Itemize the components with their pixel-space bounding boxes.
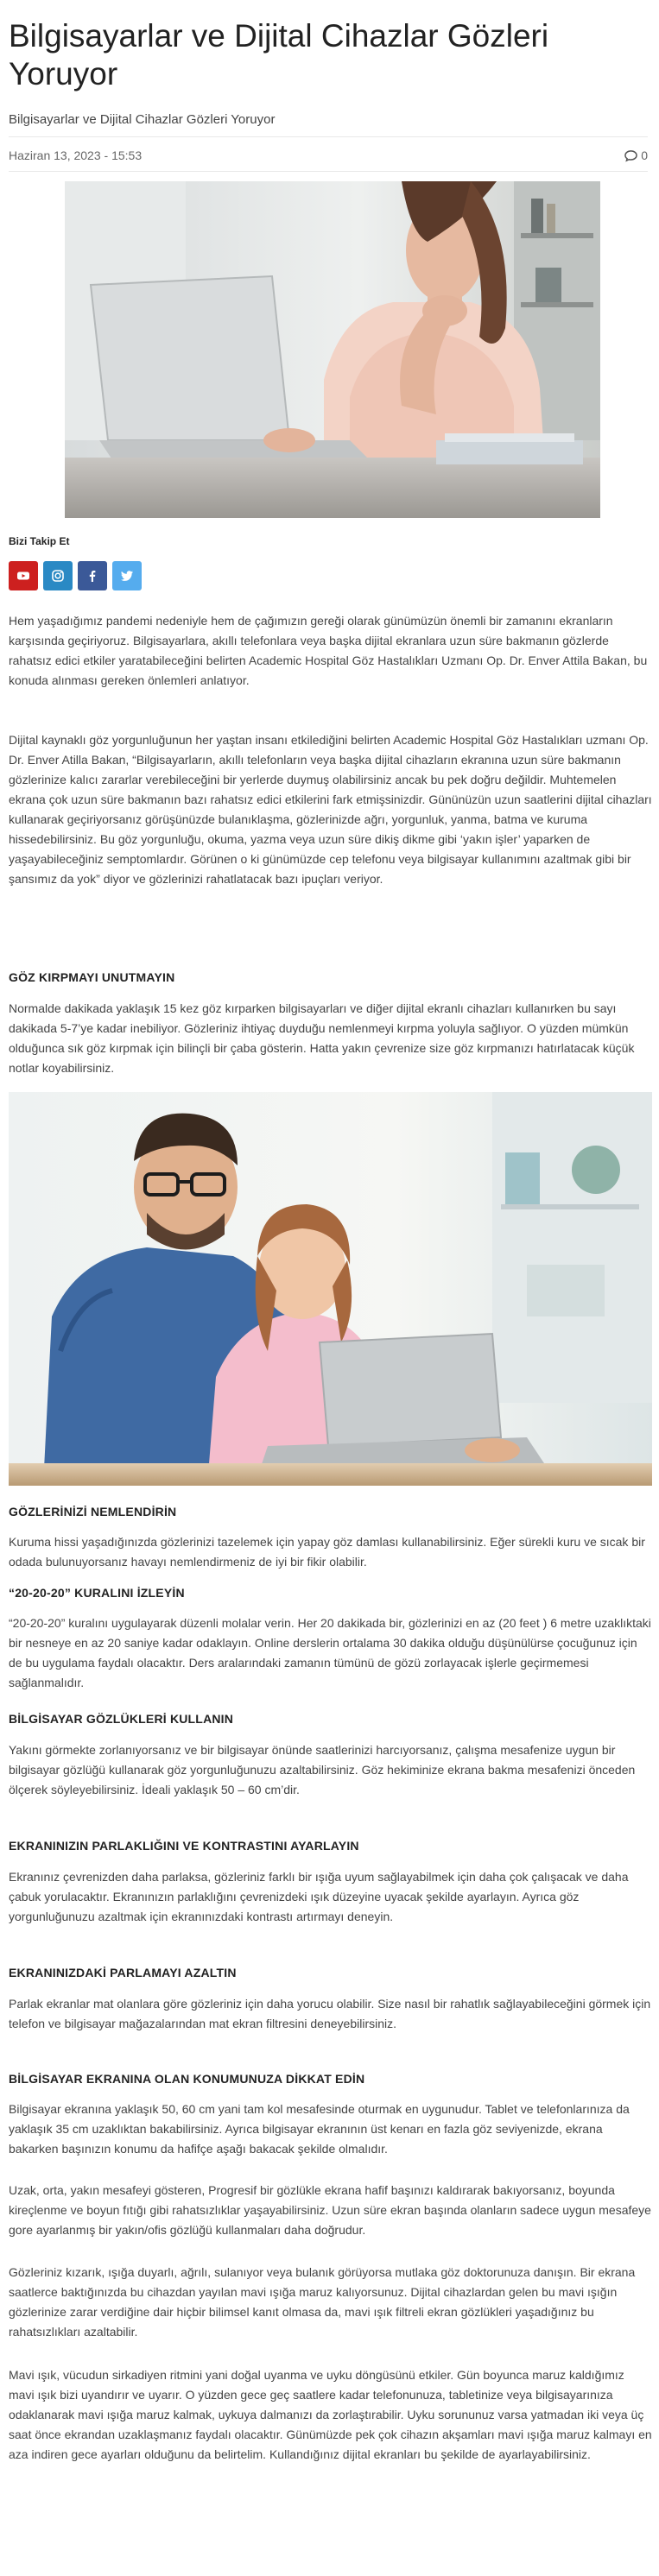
section-heading: “20-20-20” KURALINI İZLEYİN: [9, 1586, 185, 1600]
youtube-icon: [16, 569, 30, 583]
comment-icon: [624, 149, 637, 162]
publish-date: Haziran 13, 2023 - 15:53: [9, 148, 143, 162]
woman-laptop-illustration: [65, 181, 600, 518]
paragraph: Uzak, orta, yakın mesafeyi gösteren, Progresif bir gözlükle ekrana hafif başınızı kaldırarak bakıyorsanız, boyunda kireçlenme ve boyun fıtığı gibi rahatsızlıklar yaşayabilirsiniz. Uzun süre ekran başında olanların sadece uygun mesafeye gore ayarlanmış bir yakın/ofis gözlüğü kullanmaları daha doğrudur.: [9, 2183, 651, 2237]
article-subtitle: Bilgisayarlar ve Dijital Cihazlar Gözleri Yoruyor: [9, 112, 276, 127]
instagram-button[interactable]: [43, 561, 73, 590]
section-heading: BİLGİSAYAR GÖZLÜKLERİ KULLANIN: [9, 1712, 234, 1726]
facebook-button[interactable]: [78, 561, 107, 590]
section-heading: GÖZLERİNİZİ NEMLENDİRİN: [9, 1505, 177, 1518]
father-daughter-illustration: [9, 1092, 652, 1486]
father-daughter-image: [9, 1092, 652, 1486]
comment-count-value: 0: [641, 148, 648, 162]
section-heading: BİLGİSAYAR EKRANINA OLAN KONUMUNUZA DİKKAT EDİN: [9, 2072, 365, 2086]
paragraph: Normalde dakikada yaklaşık 15 kez göz kırparken bilgisayarları ve diğer dijital ekranlı cihazları kullanırken bu sayı dakikada 5-7’ye kadar inebiliyor. Gözleriniz ihtiyaç duyduğu nemlenmeyi kırpma yoluyla sağlıyor. O yüzden mümkün olduğunca sık göz kırpmak için bilinçli bir çaba gösterin. Hatta yakın çevrenize size göz kırpmanızı hatırlatacak küçük notlar koyabilirsiniz.: [9, 1001, 635, 1075]
section-heading: GÖZ KIRPMAYI UNUTMAYIN: [9, 970, 175, 984]
paragraph: Ekranınız çevrenizden daha parlaksa, gözleriniz farklı bir ışığa uyum sağlayabilmek için daha çok çalışacak ve daha çabuk yorulacaktır. Ekranınızın parlaklığını çevrenizdeki ışık düzeyine uyacak şekilde ayarlayın. Ayrıca göz yorgunluğunuzu azaltmak için ekranınızdaki kontrastı artırmayı deneyin.: [9, 1870, 629, 1923]
paragraph: Dijital kaynaklı göz yorgunluğunun her yaştan insanı etkilediğini belirten Academic Hospital Göz Hastalıkları uzmanı Op. Dr. Enver Atilla Bakan, “Bilgisayarların, akıllı telefonların veya başka dijital cihazların ekranına uzun süre bakmanın gözlerinize kalıcı zararlar verebileceğini bir yerlerde duymuş olabilirsiniz ancak bu pek doğru değildir. Muhtemelen ekrana çok uzun süre bakmanın bazı rahatsız edici etkilerini fark etmişsinizdir. Gününüzün uzun saatlerini dijital cihazları kullanarak geçiriyorsanız görüşünüzde bulanıklaşma, gözlerinizde ağrı, yorgunluk, yanma, batma ve kuruma hissedebilirsiniz. Bu göz yorgunluğu, okuma, yazma veya uzun süre dikiş dikme gibi ‘yakın işler’ yaparken de yaşayabileceğiniz semptomlardır. Görünen o ki günümüzde cep telefonu veya bilgisayar kullanımını azaltmak gibi bir şansımız da yok” diyor ve gözlerinizi rahatlatacak bazı ipuçları veriyor.: [9, 733, 652, 886]
twitter-button[interactable]: [112, 561, 142, 590]
section-heading: EKRANINIZDAKİ PARLAMAYI AZALTIN: [9, 1966, 237, 1979]
paragraph: Bilgisayar ekranına yaklaşık 50, 60 cm yani tam kol mesafesinde oturmak en uygunudur. Tablet ve telefonlarınıza da yaklaşık 35 cm uzaklıktan bakabilirsiniz. Ayrıca bilgisayar ekranının üst kenarı en fazla göz seviyenizde, ekrana bakarken başınızın konumu da hafifçe aşağı bakacak şekilde olmalıdır.: [9, 2102, 630, 2156]
paragraph: Parlak ekranlar mat olanlara göre gözleriniz için daha yorucu olabilir. Size nasıl bir rahatlık sağlayabileceğini görmek için telefon ve bilgisayar mağazalarından mat ekran filtresini deneyebilirsiniz.: [9, 1997, 651, 2030]
paragraph: Mavi ışık, vücudun sirkadiyen ritmini yani doğal uyanma ve uyku döngüsünü etkiler. Gün boyunca maruz kaldığımız mavi ışık bizi uyandırır ve uyarır. O yüzden gece geç saatlere kadar telefonunuza, tabletinize veya bilgisayarınıza odaklanarak mavi ışığa maruz kalmak, uykuya dalmanızı da zorlaştırabilir. Uyku sorununuz varsa yatmadan iki veya üç saat önce ekrandan uzaklaşmanız faydalı olacaktır. Günümüzde pek çok cihazın akşamları mavi ışığa maruz kalmayı en aza indiren gece ayarları olduğunu da belirtelim. Kullandığınız dijital ekranları bu şekilde de ayarlayabilirsiniz.: [9, 2368, 652, 2461]
paragraph: Yakını görmekte zorlanıyorsanız ve bir bilgisayar önünde saatlerinizi harcıyorsanız, çalışma mesafenize uygun bir bilgisayar gözlüğü kullanarak göz yorgunluğunuzu azaltabilirsiniz. Göz hekiminize ekrana bakma mesafenizi önceden ölçerek söyleyebilirsiniz. İdeali yaklaşık 50 – 60 cm’dir.: [9, 1743, 636, 1796]
page-title: Bilgisayarlar ve Dijital Cihazlar Gözleri Yoruyor: [9, 18, 549, 92]
paragraph: Gözleriniz kızarık, ışığa duyarlı, ağrılı, sulanıyor veya bulanık görüyorsa mutlaka göz doktorunuza danışın. Bir ekrana saatlerce baktığınızda bu cihazdan yayılan mavi ışığa maruz kalıyorsunuz. Dijital cihazlardan gelen bu mavi ışığın gözlerinize zarar verdiğine dair hiçbir bilimsel kanıt olmasa da, mavi ışık filtreli ekran gözlükleri yaşadığınız bu rahatsızlıkları azaltabilir.: [9, 2265, 636, 2339]
paragraph: “20-20-20” kuralını uygulayarak düzenli molalar verin. Her 20 dakikada bir, gözlerinizi en az (20 feet ) 6 metre uzaklıktaki bir nesneye en az 20 saniye kadar odaklayın. Online derslerin ortalama 30 dakika olduğu düşünülürse çocuğunuz için de bu uygulama faydalı olacaktır. Ders aralarındaki zamanın tümünü de gözü zorlayacak işlerle geçirmemesi sağlanmalıdır.: [9, 1616, 651, 1689]
divider: [9, 171, 648, 172]
twitter-icon: [120, 569, 134, 583]
instagram-icon: [51, 569, 65, 583]
hero-image: [65, 181, 600, 518]
divider: [9, 136, 648, 137]
follow-us-label: Bizi Takip Et: [9, 535, 70, 547]
section-heading: EKRANINIZIN PARLAKLIĞINI VE KONTRASTINI AYARLAYIN: [9, 1839, 359, 1853]
comment-count[interactable]: [624, 148, 648, 162]
paragraph: Kuruma hissi yaşadığınızda gözlerinizi tazelemek için yapay göz damlası kullanabilirsiniz. Eğer sürekli kuru ve sıcak bir odada bulunuyorsanız havayı nemlendirmeniz de iyi bir fikir olabilir.: [9, 1535, 645, 1569]
facebook-icon: [86, 569, 99, 583]
paragraph: Hem yaşadığımız pandemi nedeniyle hem de çağımızın gereği olarak günümüzün önemli bir zamanını ekranların karşısında geçiriyoruz. Bilgisayarlara, akıllı telefonlara veya başka dijital ekranlara uzun süre bakmanın gözlerde rahatsız edici etkiler yaratabileceğini belirten Academic Hospital Göz Hastalıkları Uzmanı Op. Dr. Enver Attila Bakan, bu konuda alınması gereken önlemleri anlatıyor.: [9, 614, 648, 687]
youtube-button[interactable]: [9, 561, 38, 590]
